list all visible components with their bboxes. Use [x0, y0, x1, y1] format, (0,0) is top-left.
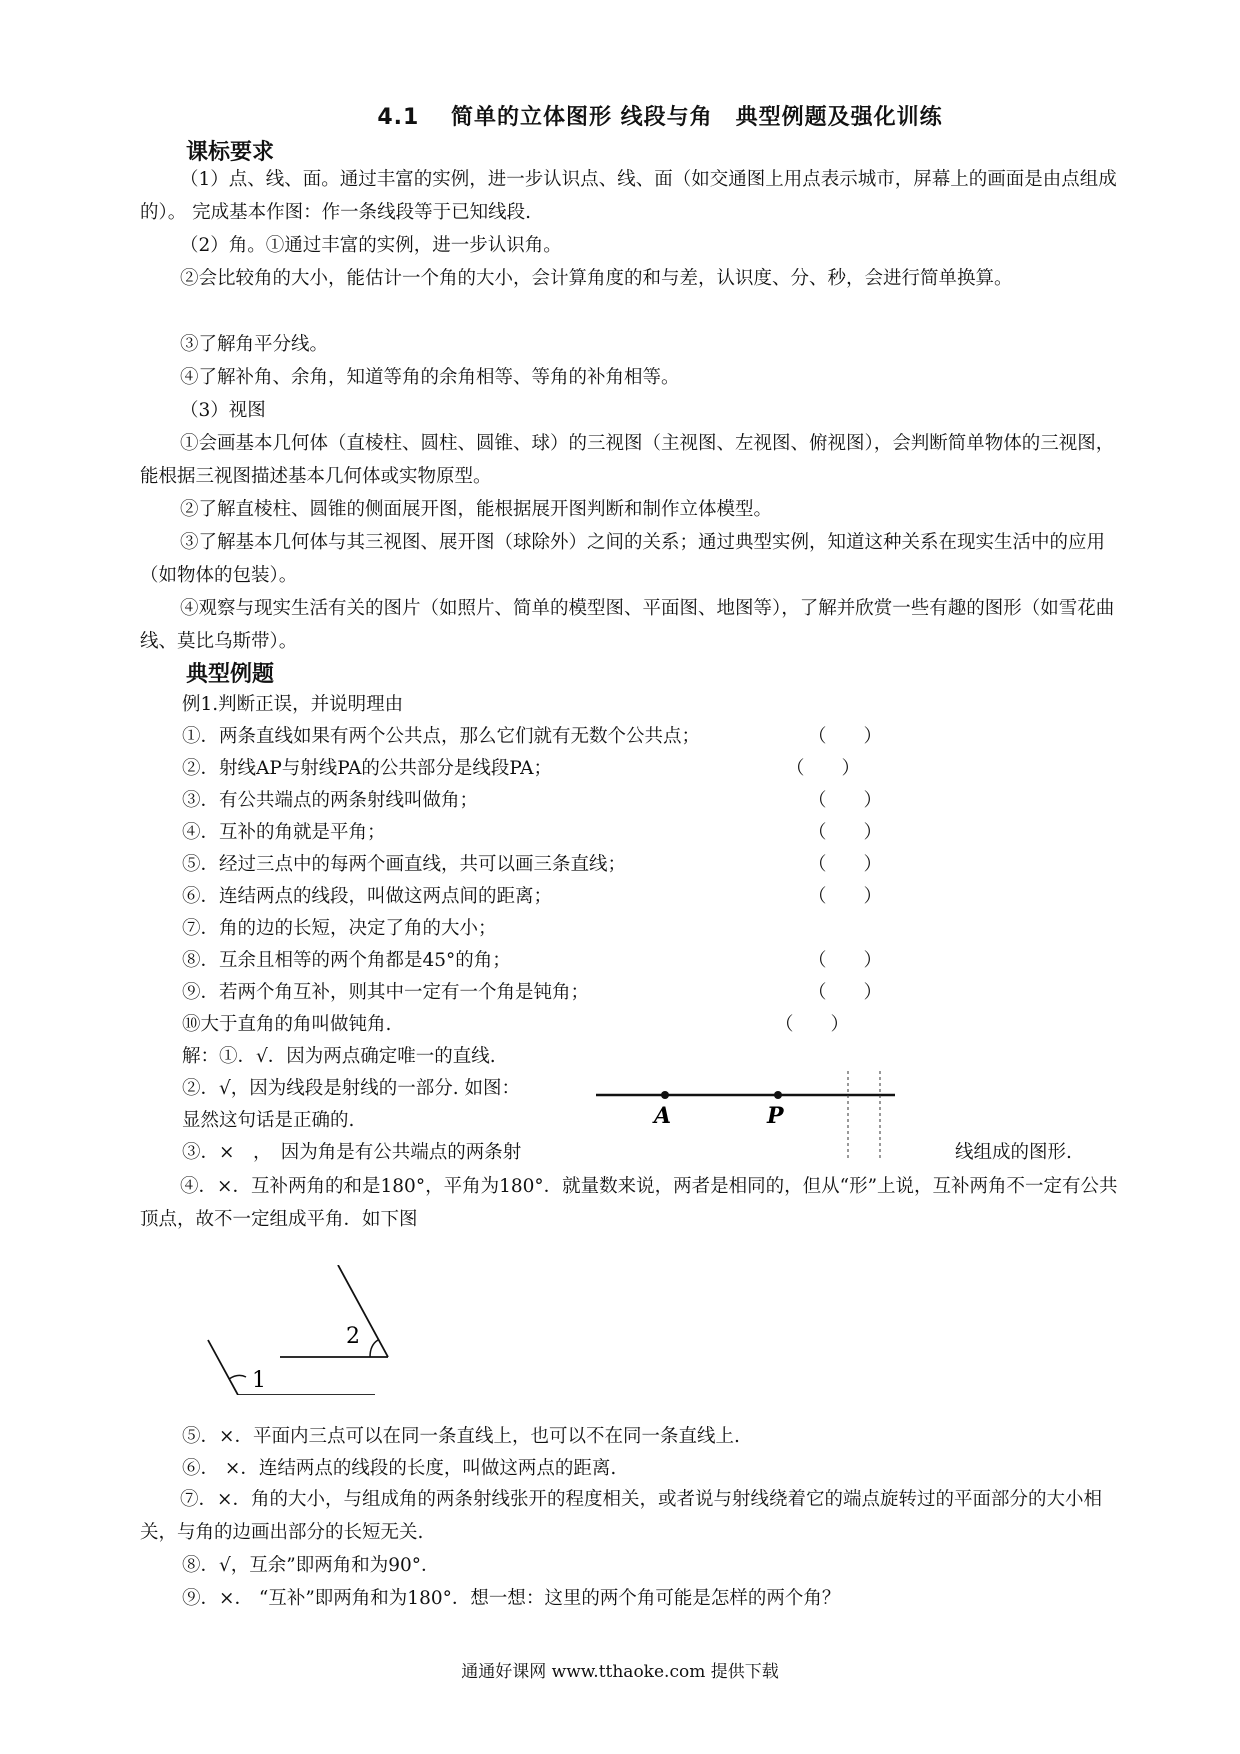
question-item: ④．互补的角就是平角；	[182, 822, 386, 843]
answer-blank: （ ）	[808, 950, 883, 971]
answer-line: 解：①．√．因为两点确定唯一的直线.	[182, 1046, 496, 1067]
question-item: ⑤．经过三点中的每两个画直线，共可以画三条直线；	[182, 854, 627, 875]
question-item: ⑨．若两个角互补，则其中一定有一个角是钝角；	[182, 982, 590, 1003]
question-item: ⑦．角的边的长短，决定了角的大小；	[182, 918, 497, 939]
question-item: ①．两条直线如果有两个公共点，那么它们就有无数个公共点；	[182, 726, 701, 747]
question-item: ⑧．互余且相等的两个角都是45°的角；	[182, 950, 511, 971]
question-item: ③．有公共端点的两条射线叫做角；	[182, 790, 479, 811]
answer-blank: （ ）	[808, 982, 883, 1003]
req-paragraph: （3）视图	[180, 400, 266, 421]
answer-line: 线组成的图形.	[955, 1142, 1072, 1163]
example-title: 例1.判断正误，并说明理由	[182, 694, 404, 715]
section-heading-examples: 典型例题	[186, 662, 275, 687]
answer-blank: （ ）	[808, 854, 883, 875]
question-item: ⑩大于直角的角叫做钝角.	[182, 1014, 392, 1035]
req-paragraph: ③了解角平分线。	[180, 334, 329, 355]
req-paragraph: ①会画基本几何体（直棱柱、圆柱、圆锥、球）的三视图（主视图、左视图、俯视图），会判断简单物体的三视图，能根据三视图描述基本几何体或实物原型。	[140, 433, 1115, 487]
label-p: P	[767, 1103, 784, 1129]
answer-line: ⑥． ×．连结两点的线段的长度，叫做这两点的距离.	[182, 1458, 617, 1479]
answer-blank: （ ）	[808, 886, 883, 907]
answer-blank: （ ）	[808, 822, 883, 843]
answer-line: ⑨．×． “互补”即两角和为180°．想一想：这里的两个角可能是怎样的两个角？	[182, 1588, 841, 1609]
angle-2-label: 2	[346, 1324, 360, 1349]
label-a: A	[654, 1103, 672, 1129]
answer-line: ⑧．√，互余”即两角和为90°．	[182, 1555, 440, 1576]
ray-diagram	[590, 1065, 910, 1165]
point-a	[661, 1091, 669, 1099]
req-paragraph: （1）点、线、面。通过丰富的实例，进一步认识点、线、面（如交通图上用点表示城市，屏幕上的画面是由点组成的）。 完成基本作图：作一条线段等于已知线段.	[140, 169, 1117, 223]
question-item: ②．射线AP与射线PA的公共部分是线段PA；	[182, 758, 553, 779]
footer: 通通好课网 www.tthaoke.com 提供下载	[461, 1662, 779, 1682]
answer-line: ②．√，因为线段是射线的一部分. 如图：	[182, 1078, 521, 1099]
angle-1-label: 1	[252, 1368, 266, 1393]
point-p	[774, 1091, 782, 1099]
req-paragraph: ②了解直棱柱、圆锥的侧面展开图，能根据展开图判断和制作立体模型。	[180, 499, 773, 520]
question-item: ⑥．连结两点的线段，叫做这两点间的距离；	[182, 886, 553, 907]
answer-line: ⑤．×．平面内三点可以在同一条直线上，也可以不在同一条直线上.	[182, 1426, 740, 1447]
answer-line: 显然这句话是正确的.	[182, 1110, 355, 1131]
answer-blank: （ ）	[808, 790, 883, 811]
answer-paragraph: ④．×．互补两角的和是180°，平角为180°．就量数来说，两者是相同的，但从“形”上说，互补两角不一定有公共顶点，故不一定组成平角．如下图	[140, 1176, 1118, 1230]
answer-blank: （ ）	[808, 726, 883, 747]
req-paragraph: ③了解基本几何体与其三视图、展开图（球除外）之间的关系；通过典型实例，知道这种关系在现实生活中的应用（如物体的包装）。	[140, 532, 1106, 586]
page-title: 4.1 简单的立体图形 线段与角 典型例题及强化训练	[377, 105, 943, 130]
req-paragraph: ④观察与现实生活有关的图片（如照片、简单的模型图、平面图、地图等），了解并欣赏一些有趣的图形（如雪花曲线、莫比乌斯带）。	[140, 598, 1115, 652]
supplementary-angles-diagram	[200, 1265, 400, 1395]
req-paragraph: （2）角。①通过丰富的实例，进一步认识角。	[180, 235, 562, 256]
answer-paragraph: ⑦．×．角的大小，与组成角的两条射线张开的程度相关，或者说与射线绕着它的端点旋转过的平面部分的大小相关，与角的边画出部分的长短无关.	[140, 1489, 1103, 1543]
answer-line: ③．× ， 因为角是有公共端点的两条射	[182, 1142, 522, 1163]
req-paragraph: ②会比较角的大小，能估计一个角的大小，会计算角度的和与差，认识度、分、秒，会进行简单换算。	[180, 268, 1013, 289]
answer-blank: （ ）	[775, 1014, 850, 1035]
section-heading-standards: 课标要求	[186, 140, 275, 165]
req-paragraph: ④了解补角、余角，知道等角的余角相等、等角的补角相等。	[180, 367, 680, 388]
answer-blank: （ ）	[786, 758, 861, 779]
